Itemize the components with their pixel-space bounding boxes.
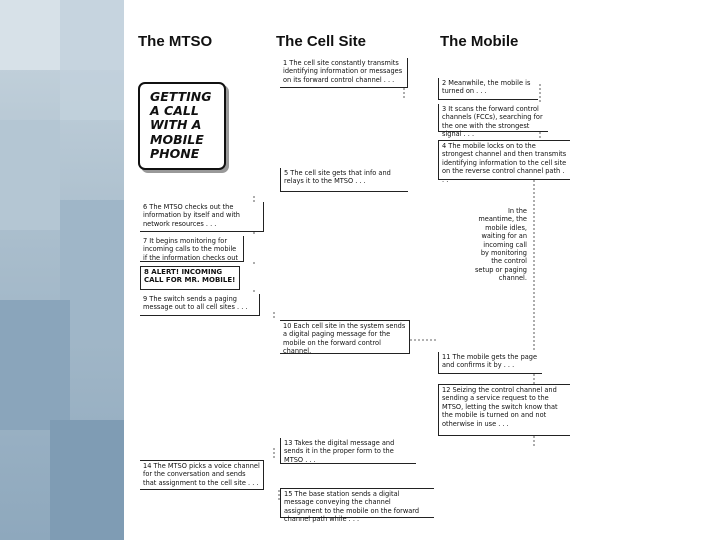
step-6: 6 The MTSO checks out the information by itself and with network resources . . . (140, 202, 264, 232)
step-12: 12 Seizing the control channel and sending a service request to the MTSO, letting the switch know that the mobile is turned on and not otherwise in use . . . (438, 384, 570, 436)
title-panel (138, 82, 226, 170)
step-7: 7 It begins monitoring for incoming calls to the mobile if the information checks out (140, 236, 244, 262)
step-10: 10 Each cell site in the system sends a digital paging message for the mobile on the forward control channel. (280, 320, 410, 354)
step-1: 1 The cell site constantly transmits identifying information or messages on its forward control channel . . . (280, 58, 408, 88)
column-header-mobile: The Mobile (440, 33, 519, 50)
step-13: 13 Takes the digital message and sends it in the proper form to the MTSO . . . (280, 438, 416, 464)
step-14: 14 The MTSO picks a voice channel for the conversation and sends that assignment to the cell site . . . (140, 460, 264, 490)
step-11: 11 The mobile gets the page and confirms it by . . . (438, 352, 542, 374)
step-5: 5 The cell site gets that info and relays it to the MTSO . . . (280, 168, 408, 192)
step-8-alert: 8 ALERT! INCOMING CALL FOR MR. MOBILE! (140, 266, 240, 290)
decorative-sidebar (0, 0, 124, 540)
diagram-title: GETTING A CALL WITH A MOBILE PHONE (150, 89, 212, 161)
mobile-idle-note: In the meantime, the mobile idles, waiting for an incoming call by monitoring the control setup or paging channel. (472, 206, 530, 332)
column-header-mtso: The MTSO (138, 33, 213, 50)
step-4: 4 The mobile locks on to the strongest channel and then transmits identifying information to the cell site on the reverse control channel path . . . (438, 140, 570, 180)
step-9: 9 The switch sends a paging message out to all cell sites . . . (140, 294, 260, 316)
step-2: 2 Meanwhile, the mobile is turned on . . . (438, 78, 538, 100)
step-15: 15 The base station sends a digital message conveying the channel assignment to the mobile on the forward channel path while . . . (280, 488, 434, 518)
column-header-cell-site: The Cell Site (276, 33, 367, 50)
diagram-canvas (124, 0, 720, 540)
step-3: 3 It scans the forward control channels (FCCs), searching for the one with the strongest signal . . . (438, 104, 548, 132)
